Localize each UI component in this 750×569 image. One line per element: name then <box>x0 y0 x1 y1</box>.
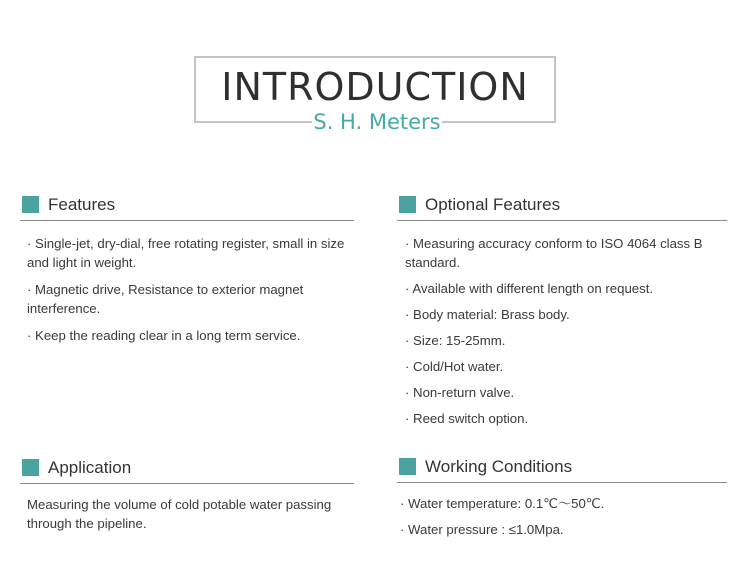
list-item: · Single-jet, dry-dial, free rotating register, small in size and light in weight. <box>27 236 345 270</box>
optional-features-list <box>397 221 727 428</box>
list-item: · Body material: Brass body. <box>405 307 570 322</box>
features-list <box>20 221 354 345</box>
list-item: · Water pressure : ≤1.0Mpa. <box>400 522 564 537</box>
list-item: · Keep the reading clear in a long term service. <box>27 328 301 343</box>
page-title: INTRODUCTION <box>221 65 529 109</box>
optional-features-title: Optional Features <box>425 195 561 214</box>
features-title: Features <box>48 195 116 214</box>
application-text: Measuring the volume of cold potable water passing through the pipeline. <box>27 497 332 531</box>
working-conditions-title: Working Conditions <box>425 457 573 476</box>
brand-subtitle: S. H. Meters <box>313 110 441 134</box>
list-item: · Measuring accuracy conform to ISO 4064 class B standard. <box>405 236 703 270</box>
list-item: · Non-return valve. <box>405 385 515 400</box>
application-header <box>20 457 354 484</box>
list-item: · Reed switch option. <box>405 411 529 426</box>
working-conditions-header <box>397 456 727 483</box>
section-square-icon <box>22 459 39 476</box>
list-item: · Size: 15-25mm. <box>405 333 506 348</box>
section-square-icon <box>22 196 39 213</box>
optional-features-header <box>397 194 727 221</box>
application-title: Application <box>48 458 132 477</box>
list-item: · Cold/Hot water. <box>405 359 504 374</box>
list-item: · Magnetic drive, Resistance to exterior magnet interference. <box>27 282 304 316</box>
optional-features-section <box>397 194 727 435</box>
section-square-icon <box>399 196 416 213</box>
working-conditions-list <box>397 483 727 539</box>
section-square-icon <box>399 458 416 475</box>
intro-frame <box>194 56 556 134</box>
application-section <box>20 457 354 533</box>
features-header <box>20 194 354 221</box>
list-item: · Available with different length on request. <box>405 281 654 296</box>
list-item: · Water temperature: 0.1℃～50℃. <box>400 496 605 511</box>
features-section <box>20 194 354 353</box>
working-conditions-section <box>397 456 727 546</box>
